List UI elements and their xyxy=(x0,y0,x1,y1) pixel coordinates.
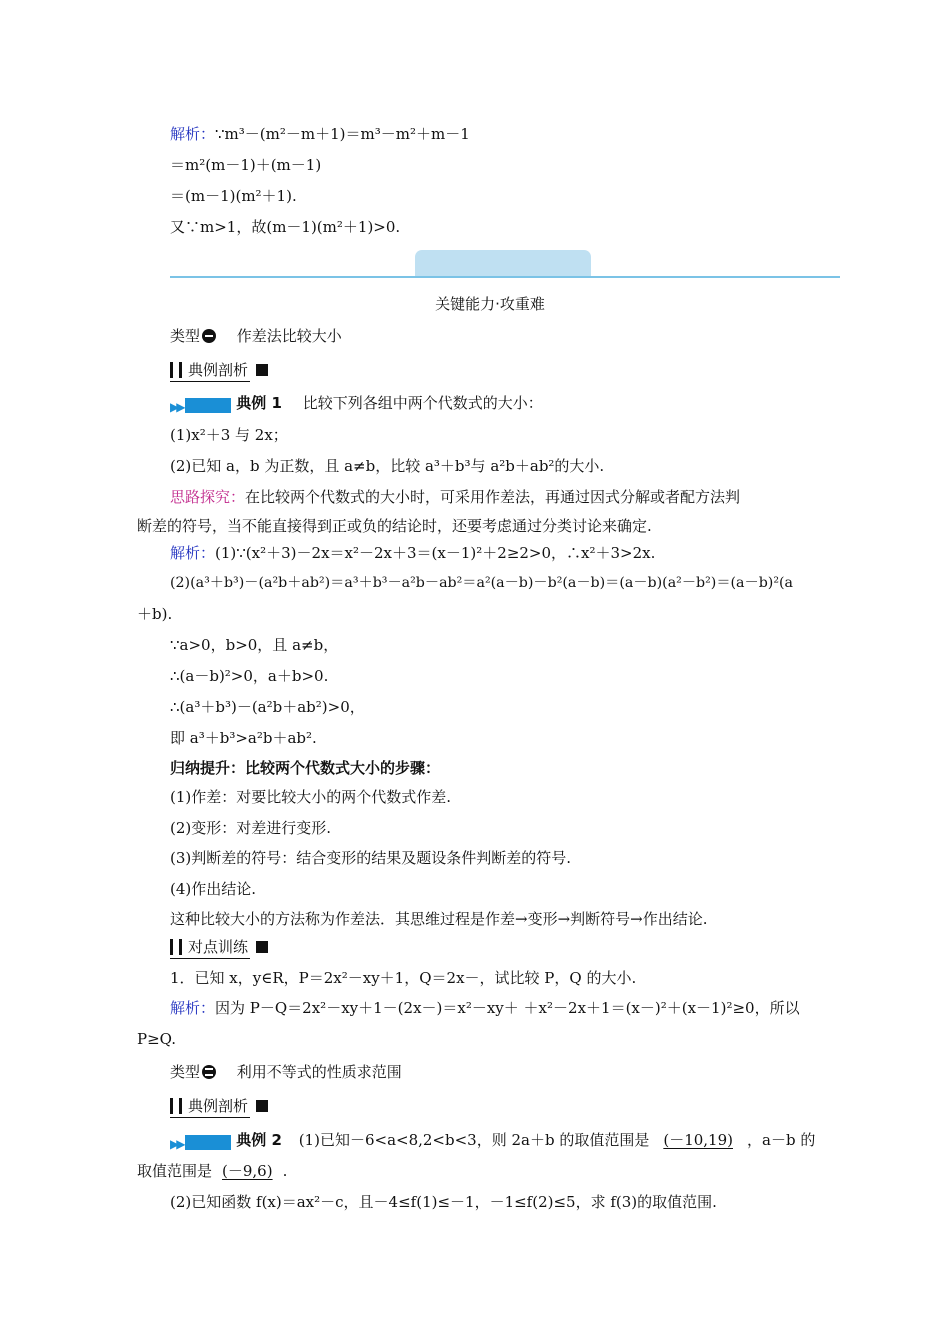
bar-icon xyxy=(170,362,173,378)
thinking-line2: 断差的符号，当不能直接得到正或负的结论时，还要考虑通过分类讨论来确定. xyxy=(137,517,652,535)
type1-example-subhead xyxy=(170,360,268,380)
square-icon xyxy=(256,941,268,953)
subhead-underline xyxy=(170,381,250,382)
thinking-text1: 在比较两个代数式的大小时，可采用作差法，再通过因式分解或者配方法判 xyxy=(245,488,741,506)
example-marker-icon: ▶▶ xyxy=(170,396,231,417)
example1-item2: (2)已知 a，b 为正数，且 a≠b，比较 a³＋b³与 a²b＋ab²的大小. xyxy=(170,457,605,475)
example2-text-a: (1)已知－6<a<8,2<b<3，则 2a＋b 的取值范围是 xyxy=(298,1131,650,1149)
analysis-line1 xyxy=(170,543,655,563)
analysis-line5: ∴(a³＋b³)－(a²b＋ab²)>0， xyxy=(170,698,365,716)
intro-solution-line2: ＝m²(m－1)＋(m－1) xyxy=(170,156,322,174)
type1-heading xyxy=(170,326,342,346)
example2-answer1: (－10,19) xyxy=(663,1131,733,1149)
example2-item2: (2)已知函数 f(x)＝ax²－c，且－4≤f(1)≤－1，－1≤f(2)≤5，求 f(3)的取值范围. xyxy=(170,1193,717,1211)
intro-solution-line1 xyxy=(170,124,470,144)
example2-line1 xyxy=(170,1130,815,1154)
example1-label: 典例 1 xyxy=(236,394,282,412)
analysis-line3: ∵a>0，b>0，且 a≠b， xyxy=(170,636,339,654)
type2-heading xyxy=(170,1062,402,1082)
example2-text-b: ，a－b 的 xyxy=(747,1131,816,1149)
analysis-1: (1)∵(x²＋3)－2x＝x²－2x＋3＝(x－1)²＋2≥2>0，∴x²＋3>2x. xyxy=(215,544,656,562)
subhead-underline xyxy=(170,1117,250,1118)
bar-icon xyxy=(179,1098,182,1114)
summary-end: 这种比较大小的方法称为作差法．其思维过程是作差→变形→判断符号→作出结论. xyxy=(170,910,708,928)
summary-step3: (3)判断差的符号：结合变形的结果及题设条件判断差的符号. xyxy=(170,849,572,867)
type2-example-subhead xyxy=(170,1096,268,1116)
analysis-line4: ∴(a－b)²>0，a＋b>0. xyxy=(170,667,329,685)
intro-solution-line4: 又∵m>1，故(m－1)(m²＋1)>0. xyxy=(170,218,401,236)
example2-label: 典例 2 xyxy=(236,1131,282,1149)
example2-text-c: 取值范围是 xyxy=(137,1162,213,1180)
summary-title: 归纳提升：比较两个代数式大小的步骤： xyxy=(170,759,441,777)
type2-prefix: 类型 xyxy=(170,1063,201,1081)
practice-answer-line1 xyxy=(170,998,800,1018)
intro-solution-line3: ＝(m－1)(m²＋1). xyxy=(170,187,297,205)
practice-answer-1: 因为 P－Q＝2x²－xy＋1－(2x－)＝x²－xy＋ ＋x²－2x＋1＝(x－)²＋(x－1)²≥0，所以 xyxy=(215,999,800,1017)
number-two-icon xyxy=(202,1065,216,1079)
intro-formula-1: ∵m³－(m²－m＋1)＝m³－m²＋m－1 xyxy=(215,125,470,143)
bar-icon xyxy=(170,1098,173,1114)
subhead-underline xyxy=(170,958,250,959)
subhead-label: 典例剖析 xyxy=(188,361,249,379)
thinking-label: 思路探究： xyxy=(170,488,246,506)
example2-answer2: (－9,6) xyxy=(222,1162,273,1180)
section-title: 关键能力·攻重难 xyxy=(435,295,545,313)
square-icon xyxy=(256,364,268,376)
example-marker-icon: ▶▶ xyxy=(170,1133,231,1154)
section-tab xyxy=(415,250,591,277)
practice-question: 1．已知 x，y∈R，P＝2x²－xy＋1，Q＝2x－，试比较 P，Q 的大小. xyxy=(170,969,637,987)
section-divider xyxy=(170,276,840,278)
example2-line2 xyxy=(137,1161,287,1181)
example1-line xyxy=(170,393,543,417)
bar-icon xyxy=(170,939,173,955)
analysis-line2a: (2)(a³＋b³)－(a²b＋ab²)＝a³＋b³－a²b－ab²＝a²(a－b)－b²(a－b)＝(a－b)(a²－b²)＝(a－b)²(a xyxy=(170,575,794,591)
example2-text-d: . xyxy=(282,1162,288,1180)
example1-item1: (1)x²＋3 与 2x； xyxy=(170,426,288,444)
type1-prefix: 类型 xyxy=(170,327,201,345)
summary-step4: (4)作出结论. xyxy=(170,880,257,898)
bar-icon xyxy=(179,362,182,378)
practice-subhead xyxy=(170,937,268,957)
type1-title: 作差法比较大小 xyxy=(236,327,342,345)
thinking-line1 xyxy=(170,487,740,507)
bar-icon xyxy=(179,939,182,955)
solution-label: 解析： xyxy=(170,125,216,143)
example1-text: 比较下列各组中两个代数式的大小： xyxy=(302,394,543,412)
type2-title: 利用不等式的性质求范围 xyxy=(236,1063,402,1081)
square-icon xyxy=(256,1100,268,1112)
summary-step2: (2)变形：对差进行变形. xyxy=(170,819,332,837)
subhead-label: 典例剖析 xyxy=(188,1097,249,1115)
practice-answer-label: 解析： xyxy=(170,999,216,1017)
number-one-icon xyxy=(202,329,216,343)
summary-step1: (1)作差：对要比较大小的两个代数式作差. xyxy=(170,788,452,806)
analysis-label: 解析： xyxy=(170,544,216,562)
subhead-label: 对点训练 xyxy=(188,938,249,956)
analysis-line6: 即 a³＋b³>a²b＋ab². xyxy=(170,729,317,747)
analysis-line2b: ＋b). xyxy=(137,605,173,623)
practice-answer-line2: P≥Q. xyxy=(137,1030,176,1048)
